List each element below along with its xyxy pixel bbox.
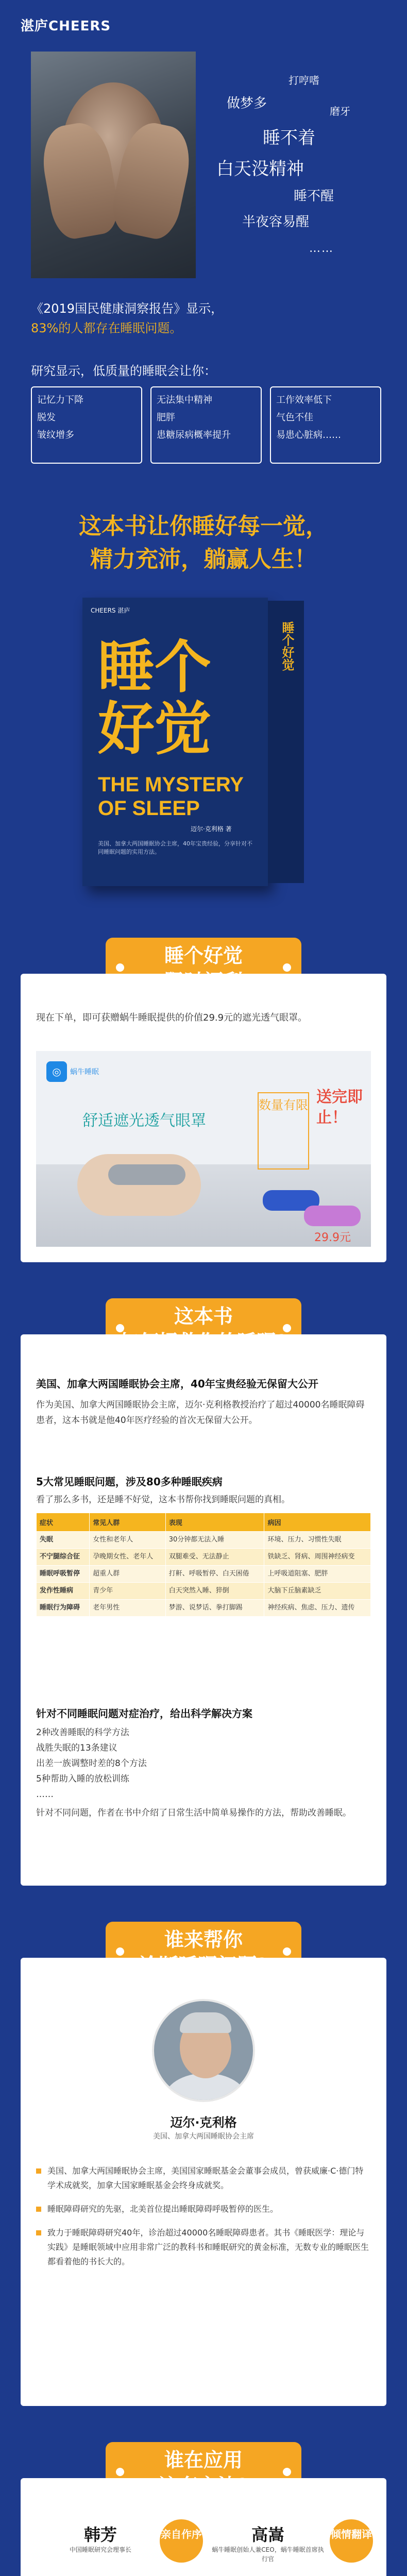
health-report-statement (31, 299, 381, 338)
table-row (37, 1549, 371, 1566)
brand-logo: 湛庐CHEERS (21, 19, 111, 34)
intro-title: 美国、加拿大两国睡眠协会主席，40年宝贵经验无保留大公开 (36, 1378, 318, 1390)
symptom-ellipsis: …… (309, 242, 334, 255)
book-english-title: THE MYSTERY OF SLEEP (98, 773, 244, 820)
pill-line: 睡个好觉 (164, 944, 243, 967)
headline-line: 精力充沛，躺赢人生！ (90, 546, 317, 572)
spine-title: 睡个好觉 (280, 621, 294, 671)
table-cell: 白天突然入睡、猝倒 (165, 1583, 264, 1600)
solutions-block (36, 1705, 371, 1821)
recommend-card (21, 2478, 386, 2576)
symptom-text: 做梦多 (227, 96, 267, 111)
headline-line: 这本书让你睡好每一觉， (79, 513, 328, 539)
pill-line: 这本书 (174, 1305, 233, 1328)
mask-title: 舒适遮光透气眼罩 (82, 1112, 206, 1130)
doctor-name: 迈尔·克利格 (170, 2115, 237, 2130)
table-cell: 失眠 (37, 1532, 90, 1549)
solution-item: 2种改善睡眠的科学方法 (36, 1727, 129, 1738)
brand-name: 蜗牛睡眠 (70, 1068, 99, 1076)
quality-item: 脱发 (37, 412, 56, 423)
while-supplies-last: 送完即止！ (316, 1088, 363, 1127)
table-cell: 打鼾、呼吸暂停、白天困倦 (165, 1566, 264, 1583)
pill-line: 谁来帮你 (164, 1928, 243, 1951)
intro-block (36, 1376, 371, 1428)
table-cell: 环境、压力、习惯性失眠 (264, 1532, 371, 1549)
solution-item: 5种帮助入睡的放松训练 (36, 1774, 129, 1784)
translate-badge: 倾情翻译 (330, 2519, 373, 2563)
recommender-name: 高嵩 (251, 2525, 284, 2545)
book-cover (82, 598, 268, 886)
intro-text: 作为美国、加拿大两国睡眠协会主席，迈尔·克利格教授治疗了超过40000名睡眠障碍患者，这本书就是他40年医疗经验的首次无保留大公开。 (36, 1400, 365, 1426)
symptom-text: 半夜容易醒 (242, 214, 310, 230)
table-cell: 30分钟都无法入睡 (165, 1532, 264, 1549)
table-block (36, 1473, 371, 1617)
table-intro: 看了那么多书，还是睡不好觉，这本书帮你找到睡眠问题的真相。 (36, 1495, 290, 1505)
table-header: 病因 (264, 1513, 371, 1532)
table-row (37, 1566, 371, 1583)
table-cell: 睡眠呼吸暂停 (37, 1566, 90, 1583)
doctor-bullet: 睡眠障碍研究的先驱，北美首位提出睡眠障碍呼吸暂停的医生。 (36, 2202, 371, 2216)
doctor-title: 美国、加拿大两国睡眠协会主席 (153, 2132, 254, 2141)
table-cell: 女性和老年人 (90, 1532, 166, 1549)
quality-item: 工作效率低下 (276, 395, 332, 405)
recommender (41, 2524, 160, 2554)
solution-item: 战胜失眠的13条建议 (36, 1743, 117, 1753)
quality-item: 记忆力下降 (37, 395, 83, 405)
limited-tag: 数量有限 (258, 1092, 309, 1170)
quality-item: 无法集中精神 (157, 395, 212, 405)
symptom-text: 打哼嗜 (289, 74, 319, 87)
pill-line: 谁在应用 (164, 2449, 243, 2471)
doctor-card (21, 1958, 386, 2406)
how-card (21, 1334, 386, 1886)
main-headline (0, 510, 407, 576)
quality-item: 皱纹增多 (37, 430, 74, 440)
report-highlight: 83%的人都存在睡眠问题。 (31, 321, 182, 335)
recommender-desc: 中国睡眠研究会理事长 (69, 2546, 131, 2553)
table-cell: 发作性睡病 (37, 1583, 90, 1600)
book-author: 迈尔·克利格 著 (191, 825, 232, 833)
table-row (37, 1600, 371, 1617)
table-title: 5大常见睡眠问题，涉及80多种睡眠疾病 (36, 1476, 223, 1488)
snail-icon: ◎ (46, 1061, 67, 1082)
solution-item: 出差一族调整时差的8个方法 (36, 1758, 147, 1769)
problem-table (36, 1513, 371, 1617)
recommender (211, 2524, 325, 2564)
table-cell: 睡眠行为障碍 (37, 1600, 90, 1617)
tired-person-photo (31, 52, 196, 278)
quality-item: 易患心脏病…… (276, 430, 341, 440)
hero-section (0, 52, 407, 294)
table-cell: 神经疾病、焦虑、压力、遗传 (264, 1600, 371, 1617)
eye-mask-image (36, 1051, 371, 1247)
doctor-bullets (36, 2164, 371, 2278)
book-title: 好觉 (98, 696, 211, 762)
quality-column (31, 386, 142, 464)
table-cell: 青少年 (90, 1583, 166, 1600)
table-cell: 不宁腿综合征 (37, 1549, 90, 1566)
symptom-text: 睡不醒 (294, 189, 334, 204)
table-header: 表现 (165, 1513, 264, 1532)
symptom-cloud (206, 72, 381, 278)
recommender-name: 韩芳 (83, 2525, 117, 2545)
doctor-bullet: 致力于睡眠障碍研究40年，诊治超过40000名睡眠障碍患者。其书《睡眠医学：理论与实践》是睡眠领域中应用非常广泛的教科书和睡眠研究的黄金标准，无数专业的睡眠医生都看着他的书长大的。 (36, 2226, 371, 2269)
table-cell: 老年男性 (90, 1600, 166, 1617)
table-cell: 梦游、说梦话、拳打脚踢 (165, 1600, 264, 1617)
book-spine (268, 601, 304, 883)
quality-item: 患糖尿病概率提升 (157, 430, 231, 440)
book-title: 睡个 (98, 634, 211, 700)
solution-item: …… (36, 1789, 54, 1800)
symptom-text: 睡不着 (263, 128, 315, 148)
preface-badge: 亲自作序 (160, 2519, 203, 2563)
book-cover-section (0, 598, 407, 917)
table-cell: 孕晚期女性、老年人 (90, 1549, 166, 1566)
table-cell: 超重人群 (90, 1566, 166, 1583)
price-label: 29.9元 (314, 1231, 351, 1244)
publisher-logo: CHEERS 湛庐 (91, 607, 130, 614)
table-row (37, 1532, 371, 1549)
table-header: 常见人群 (90, 1513, 166, 1532)
symptom-text: 磨牙 (330, 105, 350, 117)
quality-item: 气色不佳 (276, 412, 313, 423)
table-row (37, 1583, 371, 1600)
quality-grid (31, 386, 381, 464)
recommender-desc: 蜗牛睡眠创始人兼CEO，蜗牛睡眠首席执行官 (212, 2546, 324, 2563)
symptom-text: 白天没精神 (216, 159, 304, 179)
quality-column (270, 386, 381, 464)
table-cell: 上呼吸道阻塞、肥胖 (264, 1566, 371, 1583)
quality-title: 研究显示，低质量的睡眠会让你： (31, 364, 216, 378)
table-cell: 铁缺乏、肾病、周围神经病变 (264, 1549, 371, 1566)
solutions-title: 针对不同睡眠问题对症治疗，给出科学解决方案 (36, 1707, 252, 1720)
solutions-footer: 针对不同问题，作者在书中介绍了日常生活中简单易操作的方法，帮助改善睡眠。 (36, 1808, 351, 1818)
quality-column (150, 386, 262, 464)
book-blurb: 美国、加拿大两国睡眠协会主席，40年宝贵经验，分享针对不同睡眠问题的实用方法。 (98, 840, 252, 855)
table-header: 症状 (37, 1513, 90, 1532)
quality-item: 肥胖 (157, 412, 175, 423)
doctor-photo (152, 1999, 255, 2102)
table-cell: 双腿难受、无法静止 (165, 1549, 264, 1566)
promo-card (21, 974, 386, 1262)
report-line: 《2019国民健康洞察报告》显示， (31, 301, 224, 316)
doctor-bullet: 美国、加拿大两国睡眠协会主席，美国国家睡眠基金会董事会成员，曾获威廉·C·德门特学术成就奖，加拿大国家睡眠基金会终身成就奖。 (36, 2164, 371, 2193)
promo-text: 现在下单，即可获赠蜗牛睡眠提供的价值29.9元的遮光透气眼罩。 (36, 1012, 308, 1023)
table-cell: 大脑下丘脑素缺乏 (264, 1583, 371, 1600)
